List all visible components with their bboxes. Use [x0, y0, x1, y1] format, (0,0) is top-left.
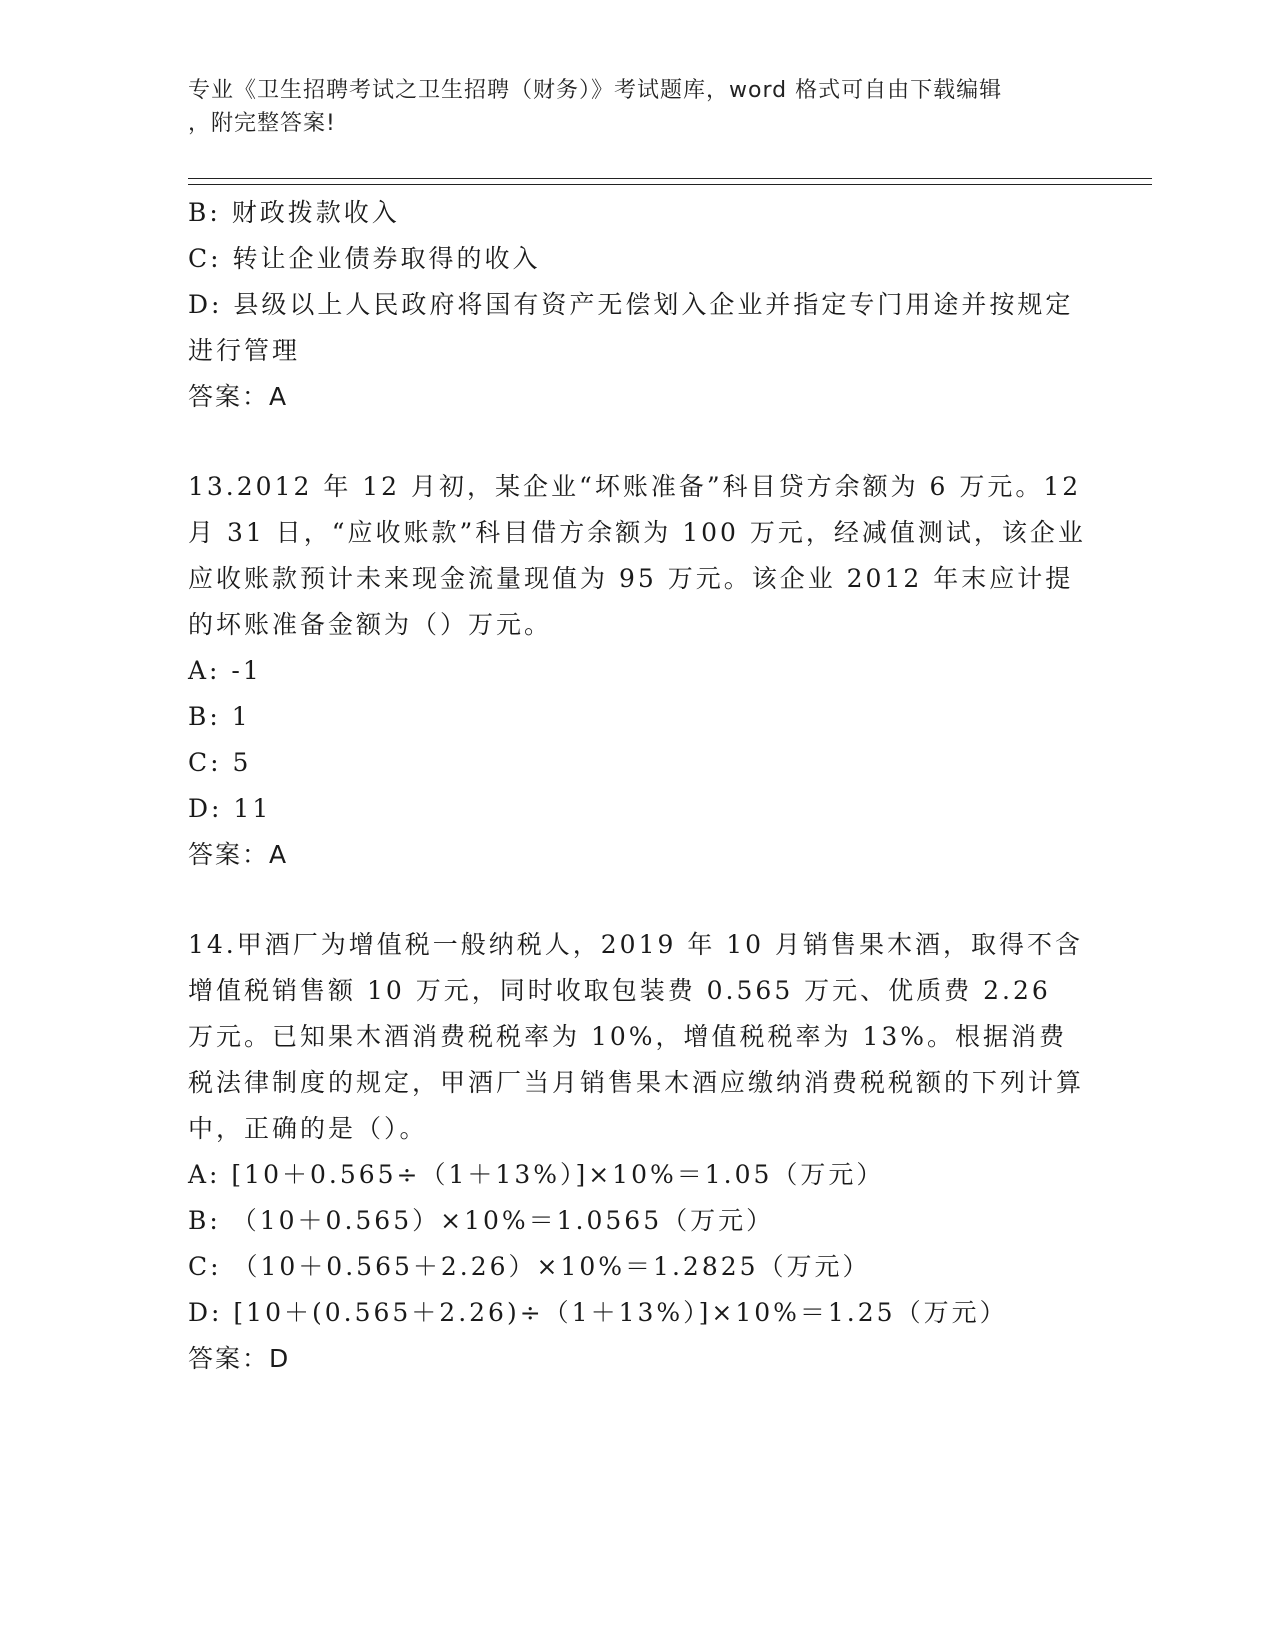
question-content [188, 190, 1093, 1382]
header-line-1: 专业《卫生招聘考试之卫生招聘（财务）》考试题库，word 格式可自由下载编辑 [188, 78, 1003, 103]
question-14 [188, 922, 1088, 1382]
option-b: B: （10＋0.565）×10%＝1.0565（万元） [188, 1206, 775, 1235]
option-c: C: 5 [188, 748, 252, 777]
option-b: B: 财政拨款收入 [188, 198, 400, 227]
option-a: A: -1 [188, 656, 262, 685]
spacer [188, 878, 1088, 922]
question-stem: 13.2012 年 12 月初，某企业“坏账准备”科目贷方余额为 6 万元。12 月 31 日，“应收账款”科目借方余额为 100 万元，经减值测试，该企业应收账款预计未来现金流量现值为 95 万元。该企业 2012 年末应计提的坏账准备金额为（）万元。 [188, 472, 1093, 639]
question-stem: 14.甲酒厂为增值税一般纳税人，2019 年 10 月销售果木酒，取得不含增值税销售额 10 万元，同时收取包装费 0.565 万元、优质费 2.26 万元。已知果木酒消费税税率为 10%，增值税税率为 13%。根据消费税法律制度的规定，甲酒厂当月销售果木酒应缴纳消费税税额的下列计算中，正确的是（）。 [188, 930, 1085, 1143]
option-c: C: （10＋0.565＋2.26）×10%＝1.2825（万元） [188, 1252, 871, 1281]
header-line-2: ，附完整答案! [188, 111, 336, 136]
answer-label: 答案：A [188, 840, 289, 869]
option-c: C: 转让企业债券取得的收入 [188, 244, 541, 273]
answer-label: 答案：D [188, 1344, 291, 1373]
document-header [188, 74, 1068, 140]
question-13 [188, 464, 1093, 878]
option-d: D: 11 [188, 794, 272, 823]
answer-label: 答案：A [188, 382, 289, 411]
header-divider-bottom [188, 184, 1152, 185]
spacer [188, 420, 1088, 464]
option-d: D: [10＋(0.565＋2.26)÷（1＋13%）]×10%＝1.25（万元） [188, 1298, 1008, 1327]
question-12-tail [188, 190, 1088, 420]
header-divider-top [188, 178, 1152, 179]
option-d: D: 县级以上人民政府将国有资产无偿划入企业并指定专门用途并按规定进行管理 [188, 290, 1074, 365]
option-b: B: 1 [188, 702, 251, 731]
option-a: A: [10＋0.565÷（1＋13%）]×10%＝1.05（万元） [188, 1160, 885, 1189]
